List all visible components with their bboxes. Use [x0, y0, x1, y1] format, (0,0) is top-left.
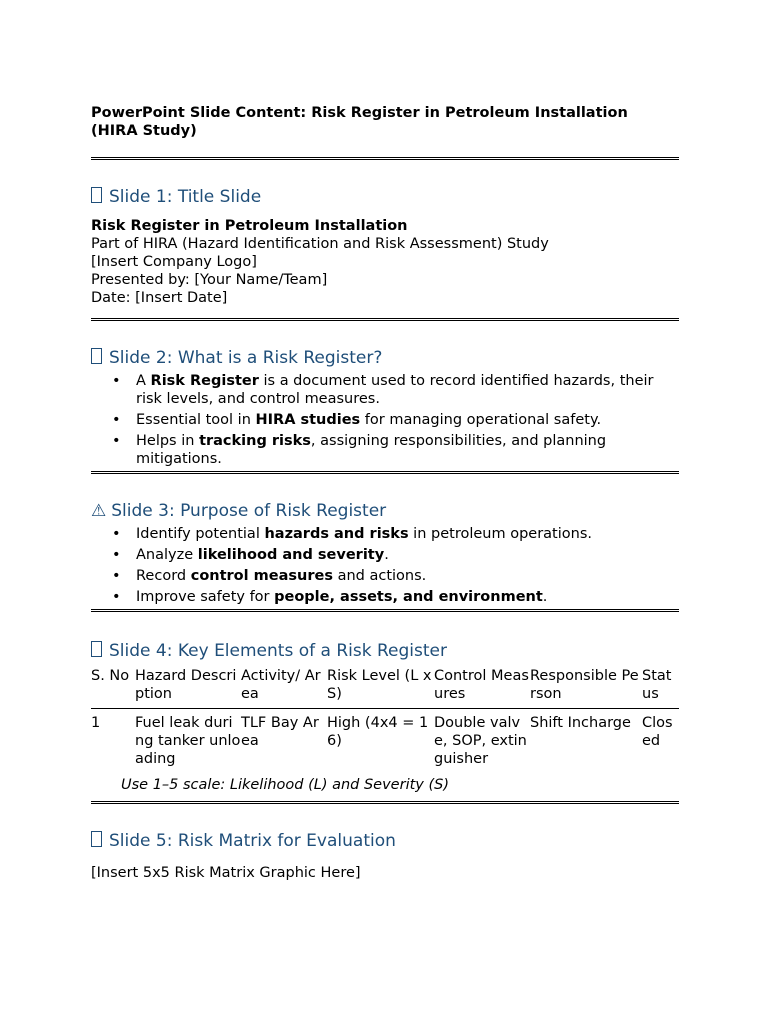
- bullet-text: .: [384, 547, 389, 563]
- missing-glyph-icon: [91, 641, 102, 657]
- table-cell: Double valve, SOP, extinguisher: [434, 715, 527, 767]
- column-header: Control Measures: [434, 667, 530, 709]
- missing-glyph-icon: [91, 187, 102, 203]
- missing-glyph-icon: [91, 831, 102, 847]
- slide2-bullet-list: [91, 372, 679, 468]
- column-header: Hazard Description: [135, 667, 241, 709]
- document-content: [91, 104, 679, 882]
- bullet-bold: people, assets, and environment: [274, 589, 543, 605]
- list-item: [136, 567, 679, 585]
- bullet-bold: HIRA studies: [255, 412, 361, 428]
- slide1-line: Date: [Insert Date]: [91, 290, 228, 306]
- column-header: Risk Level (L x S): [327, 667, 434, 709]
- slide4-heading: [91, 641, 679, 661]
- slide5-heading-text: Slide 5: Risk Matrix for Evaluation: [109, 831, 396, 851]
- slide1-title-text: Risk Register in Petroleum Installation: [91, 218, 408, 234]
- slide5-heading: [91, 831, 679, 851]
- bullet-text: , assigning responsibilities, and planning mitigations.: [136, 433, 607, 467]
- bullet-text: in petroleum operations.: [408, 526, 592, 542]
- column-header: Status: [642, 667, 679, 709]
- column-header: S. No: [91, 667, 135, 709]
- list-item: [136, 411, 679, 429]
- slide1-title: [91, 217, 679, 235]
- slide2-heading-text: Slide 2: What is a Risk Register?: [109, 348, 383, 368]
- risk-register-table: [91, 667, 679, 768]
- slide3-heading-text: Slide 3: Purpose of Risk Register: [111, 501, 387, 521]
- bullet-bold: hazards and risks: [264, 526, 409, 542]
- bullet-text: Analyze: [136, 547, 198, 563]
- bullet-text: A: [136, 373, 151, 389]
- slide1-line: Presented by: [Your Name/Team]: [91, 272, 328, 288]
- slide2-heading: [91, 348, 679, 368]
- slide5-placeholder: [Insert 5x5 Risk Matrix Graphic Here]: [91, 865, 361, 881]
- bullet-text: Helps in: [136, 433, 200, 449]
- list-item: [136, 525, 679, 543]
- bullet-bold: control measures: [190, 568, 333, 584]
- slide3-heading: [91, 501, 679, 521]
- slide1-line: [Insert Company Logo]: [91, 254, 257, 270]
- table-cell: High (4x4 = 16): [327, 715, 429, 749]
- list-item: [136, 372, 679, 408]
- slide4-heading-text: Slide 4: Key Elements of a Risk Register: [109, 641, 447, 661]
- slide1-line: Part of HIRA (Hazard Identification and Risk Assessment) Study: [91, 236, 549, 252]
- document-title: PowerPoint Slide Content: Risk Register in Petroleum Installation (HIRA Study): [91, 105, 628, 139]
- table-cell: TLF Bay Area: [241, 715, 319, 749]
- slide1-heading-text: Slide 1: Title Slide: [109, 187, 262, 207]
- column-header: Activity/ Area: [241, 667, 327, 709]
- bullet-text: .: [542, 589, 548, 605]
- bullet-text: and actions.: [332, 568, 427, 584]
- slide3-bullet-list: [91, 525, 679, 606]
- bullet-text: Identify potential: [136, 526, 265, 542]
- bullet-bold: tracking risks: [199, 433, 311, 449]
- column-header: Responsible Person: [530, 667, 642, 709]
- warning-icon: ⚠: [91, 501, 107, 521]
- bullet-text: is a document used to record identified hazards, their risk levels, and control measures.: [136, 373, 654, 407]
- bullet-text: Record: [136, 568, 191, 584]
- table-cell: Closed: [642, 715, 673, 749]
- bullet-bold: Risk Register: [150, 373, 259, 389]
- table-cell: 1: [91, 715, 101, 731]
- table-header-row: [91, 667, 679, 709]
- slide1-heading: [91, 187, 679, 207]
- bullet-text: Improve safety for: [136, 589, 275, 605]
- missing-glyph-icon: [91, 348, 102, 364]
- bullet-text: Essential tool in: [136, 412, 256, 428]
- bullet-text: for managing operational safety.: [360, 412, 602, 428]
- bullet-bold: likelihood and severity: [197, 547, 385, 563]
- list-item: [136, 432, 679, 468]
- table-cell: Shift Incharge: [530, 715, 631, 731]
- table-cell: Fuel leak during tanker unloading: [135, 715, 241, 767]
- scale-note: Use 1–5 scale: Likelihood (L) and Severity (S): [121, 777, 449, 793]
- list-item: [136, 546, 679, 564]
- table-row: [91, 709, 679, 769]
- list-item: [136, 588, 679, 606]
